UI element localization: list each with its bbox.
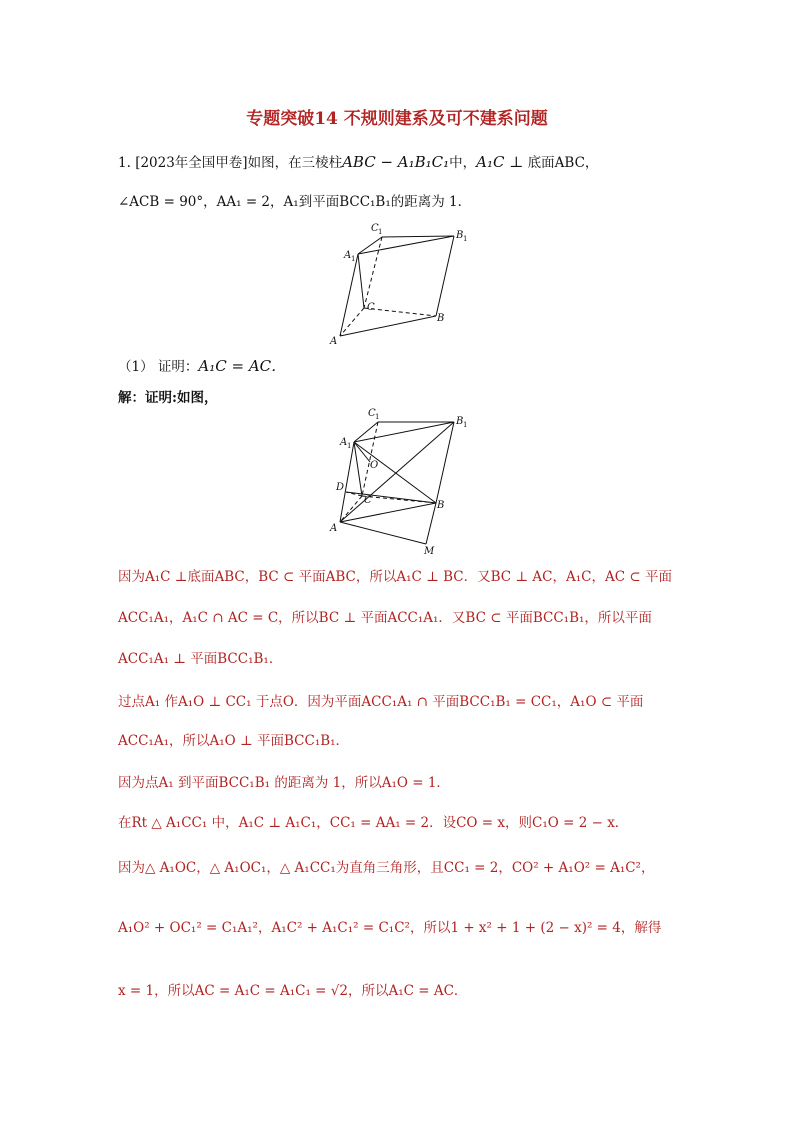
label-a1-sub: 1 (351, 255, 356, 263)
label-c: C (367, 302, 375, 313)
label-c1: C (368, 408, 376, 419)
label-c: C (364, 495, 372, 506)
problem-intro: 如图，在三棱柱 (247, 155, 343, 171)
label-a1-sub: 1 (347, 442, 352, 450)
prism-figure-1 (326, 218, 466, 348)
problem-mid: 中， (449, 155, 477, 171)
step-8: 因为△ A₁OC，△ A₁OC₁，△ A₁CC₁为直角三角形，且CC₁ = 2，CO² + A₁O² = A₁C²， (118, 860, 655, 876)
label-c1-sub: 1 (378, 228, 383, 236)
part-1 (118, 356, 286, 377)
step-1: 因为A₁C ⊥底面ABC，BC ⊂ 平面ABC，所以A₁C ⊥ BC．又BC ⊥ AC，A₁C，AC ⊂ 平面 (118, 569, 672, 585)
label-o: O (370, 460, 379, 471)
part-1-formula: A₁C = AC． (198, 357, 287, 375)
problem-line-1 (118, 152, 598, 173)
step-2: ACC₁A₁，A₁C ∩ AC = C，所以BC ⊥ 平面ACC₁A₁．又BC ⊂ 平面BCC₁B₁，所以平面 (118, 610, 652, 626)
step-3: ACC₁A₁ ⊥ 平面BCC₁B₁． (118, 651, 283, 667)
label-b1-sub: 1 (463, 235, 468, 243)
step-7: 在Rt △ A₁CC₁ 中，A₁C ⊥ A₁C₁，CC₁ = AA₁ = 2．设CO = x，则C₁O = 2 − x． (118, 815, 629, 831)
step-9: A₁O² + OC₁² = C₁A₁²，A₁C² + A₁C₁² = C₁C²，所以1 + x² + 1 + (2 − x)² = 4，解得 (118, 920, 662, 936)
label-b1: B (456, 416, 464, 427)
label-b1: B (456, 230, 464, 241)
label-b: B (437, 313, 445, 324)
label-c1-sub: 1 (375, 413, 380, 421)
label-m: M (424, 546, 435, 557)
prism-name: ABC − A₁B₁C₁ (342, 153, 450, 171)
label-a1: A (340, 437, 348, 448)
part-1-label: （1） (118, 359, 154, 375)
label-a: A (330, 523, 338, 534)
page-title: 专题突破14 不规则建系及可不建系问题 (246, 109, 548, 129)
label-c1: C (371, 223, 379, 234)
step-4: 过点A₁ 作A₁O ⊥ CC₁ 于点O．因为平面ACC₁A₁ ∩ 平面BCC₁B₁ = CC₁，A₁O ⊂ 平面 (118, 694, 644, 710)
problem-number: 1. (118, 155, 131, 171)
condition-1: A₁C ⊥ (476, 153, 524, 171)
problem-source: [2023年全国甲卷] (135, 155, 248, 171)
label-b1-sub: 1 (463, 421, 468, 429)
step-6: 因为点A₁ 到平面BCC₁B₁ 的距离为 1，所以A₁O = 1． (118, 775, 450, 791)
label-a1: A (344, 250, 352, 261)
label-b: B (437, 500, 445, 511)
label-d: D (336, 482, 345, 493)
step-5: ACC₁A₁，所以A₁O ⊥ 平面BCC₁B₁． (118, 733, 350, 749)
step-10: x = 1，所以AC = A₁C = A₁C₁ = √2，所以A₁C = AC． (118, 983, 468, 999)
condition-base: 底面ABC， (527, 155, 599, 171)
solution-intro: 解：证明:如图， (118, 390, 218, 406)
label-a: A (330, 336, 338, 347)
prism-figure-2 (326, 404, 476, 556)
part-1-text: 证明： (157, 359, 199, 375)
problem-line-2: ∠ACB = 90°，AA₁ = 2，A₁到平面BCC₁B₁的距离为 1． (118, 194, 472, 210)
